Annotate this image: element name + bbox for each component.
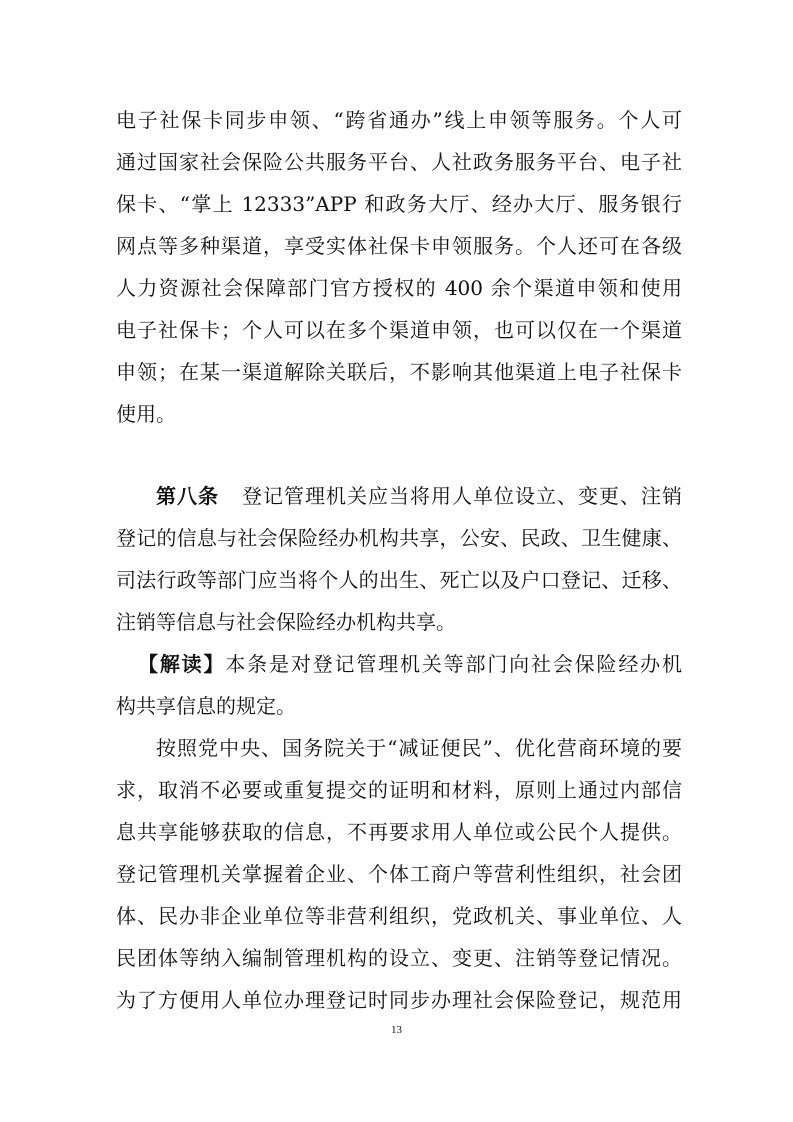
interpretation-text: 本条是对登记管理机关等部门向社会保险经办机 bbox=[225, 652, 682, 676]
paragraph-line: 求，取消不必要或重复提交的证明和材料，原则上通过内部信 bbox=[116, 778, 682, 802]
article-heading: 第八条 bbox=[156, 484, 219, 508]
interpretation-label: 【解读】 bbox=[138, 652, 226, 676]
paragraph-line: 为了方便用人单位办理登记时同步办理社会保险登记，规范用 bbox=[116, 988, 682, 1012]
paragraph-line: 登记管理机关掌握着企业、个体工商户等营利性组织，社会团 bbox=[116, 862, 682, 886]
article-line: 登记的信息与社会保险经办机构共享，公安、民政、卫生健康、 bbox=[116, 526, 682, 550]
paragraph-line: 保卡、“掌上 12333”APP 和政务大厅、经办大厅、服务银行 bbox=[116, 192, 682, 216]
paragraph-line: 使用。 bbox=[116, 402, 176, 426]
paragraph-line: 体、民办非企业单位等非营利组织，党政机关、事业单位、人 bbox=[116, 904, 682, 928]
interpretation-line: 构共享信息的规定。 bbox=[116, 694, 296, 718]
article-text: 登记管理机关应当将用人单位设立、变更、注销 bbox=[241, 484, 682, 508]
article-line: 司法行政等部门应当将个人的出生、死亡以及户口登记、迁移、 bbox=[116, 568, 682, 592]
paragraph-line: 人力资源社会保障部门官方授权的 400 余个渠道申领和使用 bbox=[116, 276, 682, 300]
article-heading-line bbox=[156, 483, 682, 509]
paragraph-line: 网点等多种渠道，享受实体社保卡申领服务。个人还可在各级 bbox=[116, 234, 682, 258]
paragraph-line: 通过国家社会保险公共服务平台、人社政务服务平台、电子社 bbox=[116, 150, 682, 174]
paragraph-line: 申领；在某一渠道解除关联后，不影响其他渠道上电子社保卡 bbox=[116, 360, 682, 384]
paragraph-line: 按照党中央、国务院关于“减证便民”、优化营商环境的要 bbox=[156, 736, 682, 760]
paragraph-line: 电子社保卡同步申领、“跨省通办”线上申领等服务。个人可 bbox=[116, 108, 682, 132]
paragraph-line: 电子社保卡；个人可以在多个渠道申领，也可以仅在一个渠道 bbox=[116, 318, 682, 342]
paragraph-line: 民团体等纳入编制管理机构的设立、变更、注销等登记情况。 bbox=[116, 946, 682, 970]
paragraph-line: 息共享能够获取的信息，不再要求用人单位或公民个人提供。 bbox=[116, 820, 682, 844]
interpretation-line bbox=[138, 651, 682, 677]
page-number: 13 bbox=[391, 1024, 402, 1036]
article-line: 注销等信息与社会保险经办机构共享。 bbox=[116, 610, 456, 634]
